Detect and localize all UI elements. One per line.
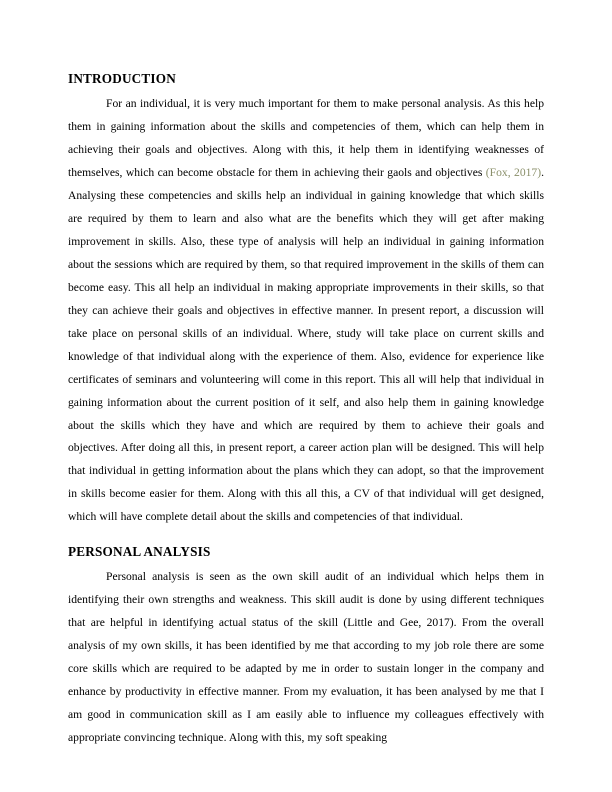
paragraph-text-part: For an individual, it is very much important for them to make personal analysis. As this help them in gaining information about the skills and competencies of them, which can help them in achieving their goals and objectives. Along with this, it help them in identifying weaknesses of themselves, which can become obstacle for them in achieving their gaols and objectives xyxy=(68,97,544,180)
paragraph-text-part: . Analysing these competencies and skills help an individual in gaining knowledge that which skills are required by them to learn and also what are the benefits which they will get after making improvement in skills. Also, these type of analysis will help an individual in gaining information about the sessions which are required by them, so that required improvement in the skills of them can become easy. This all help an individual in making appropriate improvements in their skills, so that they can achieve their goals and objectives in effective manner. In present report, a discussion will take place on personal skills of an individual. Where, study will take place on current skills and knowledge of that individual along with the experience of them. Also, evidence for experience like certificates of seminars and volunteering will come in this report. This all will help that individual in gaining information about the current position of it self, and also help them in gaining knowledge about the skills which they have and which are required by them to achieve their goals and objectives. After doing all this, in present report, a career action plan will be designed. This will help that individual in getting information about the plans which they can adopt, so that the improvement in skills become easier for them. Along with this all this, a CV of that individual will get designed, which will have complete detail about the skills and competencies of that individual. xyxy=(68,166,544,524)
document-body xyxy=(68,70,544,750)
citation-reference: (Fox, 2017) xyxy=(485,166,542,180)
personal-analysis-paragraph xyxy=(68,566,544,750)
paragraph-text-part: Personal analysis is seen as the own skill audit of an individual which helps them in identifying their own strengths and weakness. This skill audit is done by using different techniques that are helpful in identifying actual status of the skill (Little and Gee, 2017). From the overall analysis of my own skills, it has been identified by me that according to my job role there are some core skills which are required to be adapted by me in order to sustain longer in the company and enhance by productivity in effective manner. From my evaluation, it has been analysed by me that I am good in communication skill as I am easily able to influence my colleagues effectively with appropriate convincing technique. Along with this, my soft speaking xyxy=(68,570,544,745)
introduction-paragraph xyxy=(68,93,544,529)
section-heading-personal-analysis: PERSONAL ANALYSIS xyxy=(68,544,211,560)
section-heading-introduction: INTRODUCTION xyxy=(68,71,176,86)
